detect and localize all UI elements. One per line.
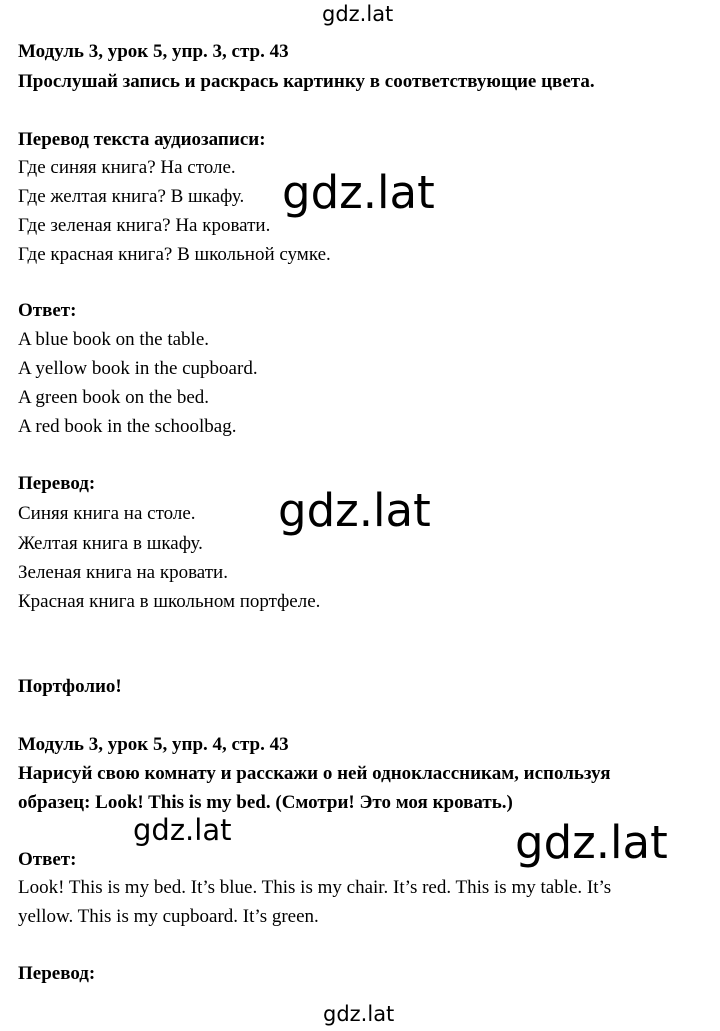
watermark-large: gdz.lat (278, 484, 431, 537)
exercise-4-task: Нарисуй свою комнату и расскажи о ней одноклассникам, используя (18, 763, 611, 784)
audio-heading: Перевод текста аудиозаписи: (18, 129, 266, 150)
translation-line: Синяя книга на столе. (18, 503, 196, 524)
answer-line: A green book on the bed. (18, 387, 210, 408)
translation-heading: Перевод: (18, 473, 96, 494)
watermark-large: gdz.lat (282, 166, 435, 219)
answer-line: A yellow book in the cupboard. (18, 358, 258, 379)
watermark-bottom: gdz.lat (323, 1002, 395, 1026)
audio-line: Где зеленая книга? На кровати. (18, 215, 271, 236)
translation-line: Красная книга в школьном портфеле. (18, 591, 321, 612)
watermark-medium: gdz.lat (133, 813, 232, 847)
portfolio-heading: Портфолио! (18, 676, 122, 697)
answer-heading: Ответ: (18, 300, 77, 321)
translation-line: Желтая книга в шкафу. (18, 533, 203, 554)
exercise-4-answer-heading: Ответ: (18, 849, 77, 870)
exercise-4-translation-heading: Перевод: (18, 963, 96, 984)
watermark-top: gdz.lat (322, 2, 394, 26)
exercise-3-task: Прослушай запись и раскрась картинку в соответствующие цвета. (18, 71, 595, 92)
answer-line: A red book in the schoolbag. (18, 416, 237, 437)
exercise-4-answer-line: Look! This is my bed. It’s blue. This is my chair. It’s red. This is my table. It’s (18, 877, 612, 898)
audio-line: Где красная книга? В школьной сумке. (18, 244, 331, 265)
audio-line: Где желтая книга? В шкафу. (18, 186, 245, 207)
exercise-3-title: Модуль 3, урок 5, упр. 3, стр. 43 (18, 41, 289, 62)
watermark-large: gdz.lat (515, 816, 668, 869)
exercise-4-title: Модуль 3, урок 5, упр. 4, стр. 43 (18, 734, 289, 755)
exercise-4-answer-line: yellow. This is my cupboard. It’s green. (18, 906, 319, 927)
answer-line: A blue book on the table. (18, 329, 210, 350)
audio-line: Где синяя книга? На столе. (18, 157, 236, 178)
translation-line: Зеленая книга на кровати. (18, 562, 228, 583)
exercise-4-task: образец: Look! This is my bed. (Смотри! Это моя кровать.) (18, 792, 513, 813)
